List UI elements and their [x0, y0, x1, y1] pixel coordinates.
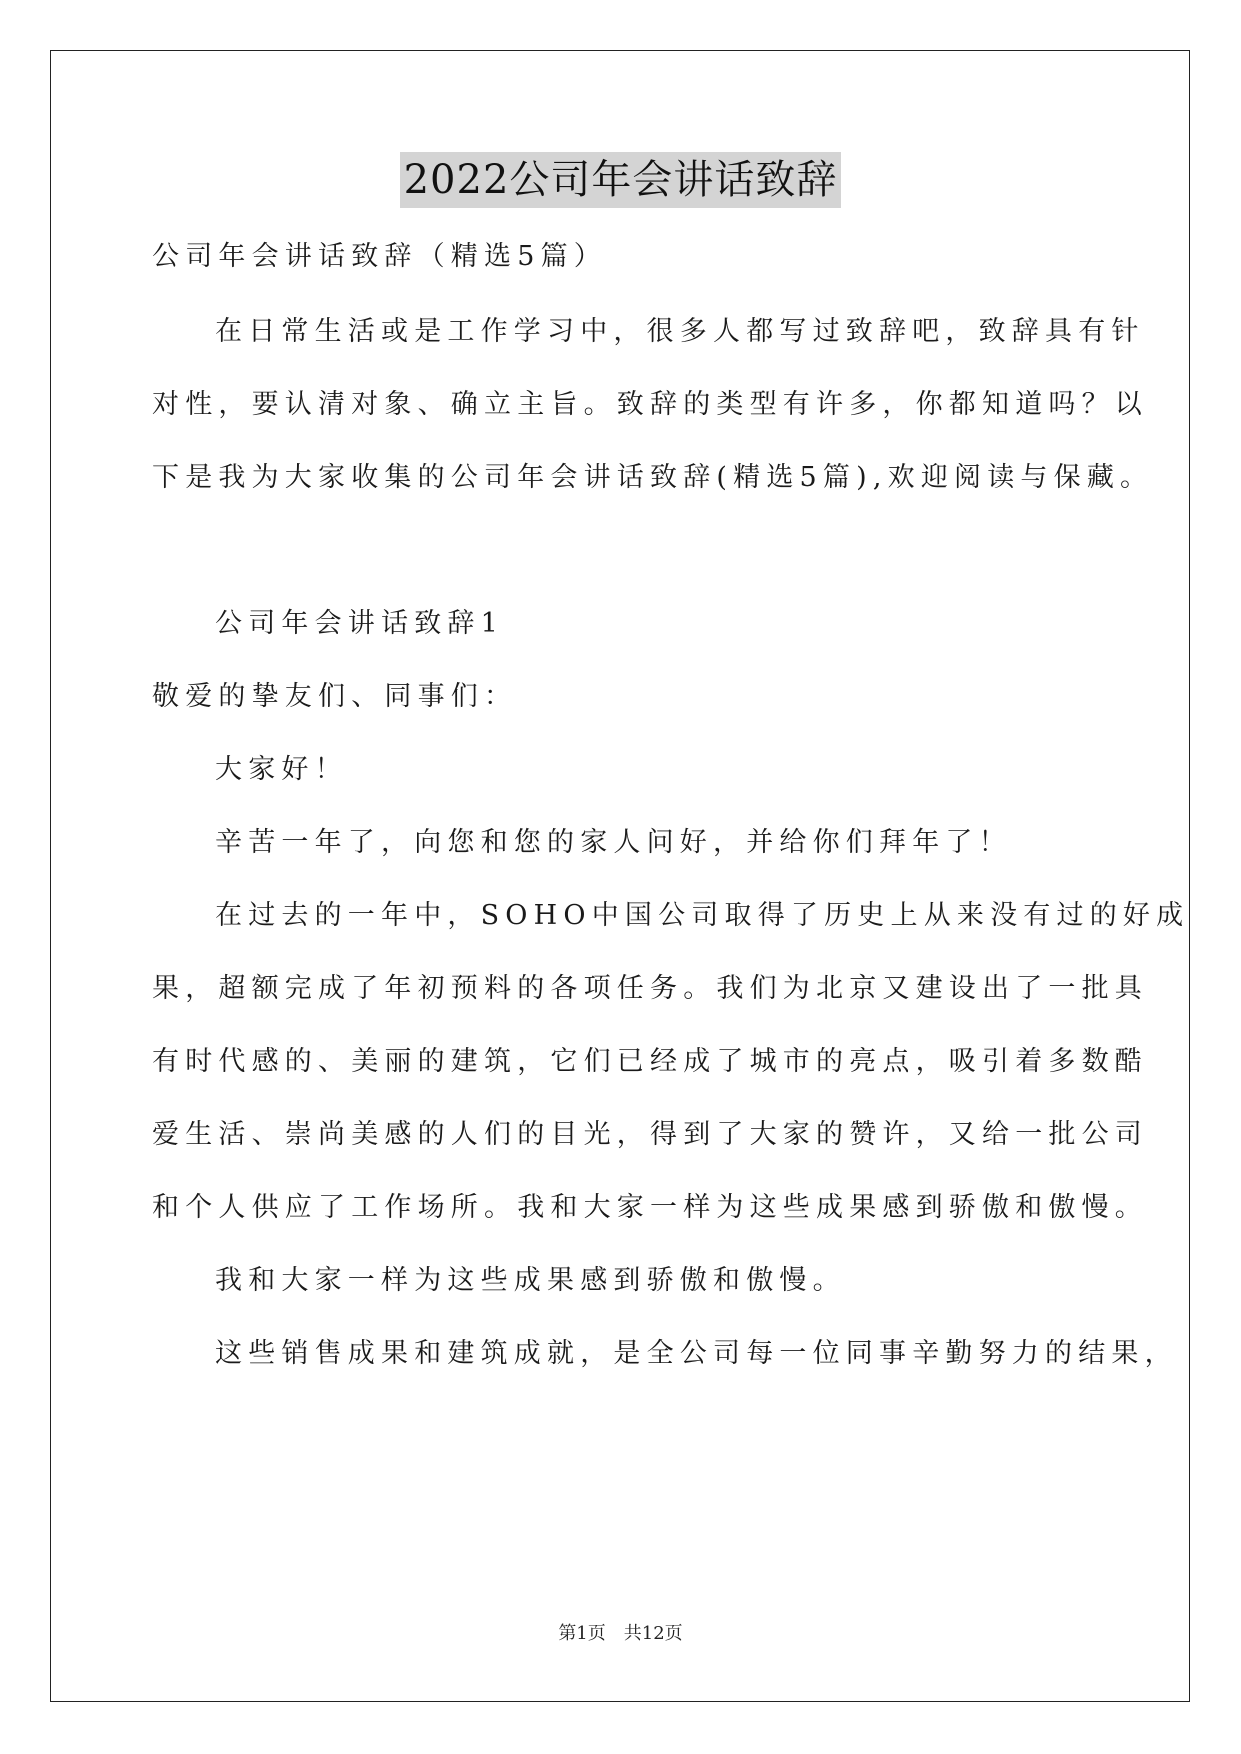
paragraph-line: 在过去的一年中，SOHO中国公司取得了历史上从来没有过的好成 — [215, 900, 1190, 931]
title-container — [0, 152, 1241, 208]
page-number: 第1页 共12页 — [558, 1623, 683, 1644]
greeting: 大家好！ — [215, 754, 348, 785]
paragraph-line: 我和大家一样为这些成果感到骄傲和傲慢。 — [215, 1265, 846, 1296]
document-subtitle: 公司年会讲话致辞（精选5篇） — [152, 241, 607, 272]
paragraph-line: 这些销售成果和建筑成就，是全公司每一位同事辛勤努力的结果， — [215, 1338, 1178, 1369]
salutation: 敬爱的挚友们、同事们： — [152, 681, 518, 712]
paragraph-line: 对性，要认清对象、确立主旨。致辞的类型有许多，你都知道吗？以 — [152, 389, 1148, 420]
paragraph-line: 和个人供应了工作场所。我和大家一样为这些成果感到骄傲和傲慢。 — [152, 1192, 1148, 1223]
paragraph-line: 下是我为大家收集的公司年会讲话致辞(精选5篇),欢迎阅读与保藏。 — [152, 462, 1154, 493]
document-title: 2022公司年会讲话致辞 — [400, 152, 842, 208]
paragraph-line: 爱生活、崇尚美感的人们的目光，得到了大家的赞许，又给一批公司 — [152, 1119, 1148, 1150]
paragraph-line: 辛苦一年了，向您和您的家人问好，并给你们拜年了！ — [215, 827, 1012, 858]
page-border — [50, 50, 1190, 1702]
paragraph-line: 果，超额完成了年初预料的各项任务。我们为北京又建设出了一批具 — [152, 973, 1148, 1004]
paragraph-line: 在日常生活或是工作学习中，很多人都写过致辞吧，致辞具有针 — [215, 316, 1145, 347]
paragraph-line: 有时代感的、美丽的建筑，它们已经成了城市的亮点，吸引着多数酷 — [152, 1046, 1148, 1077]
section-heading: 公司年会讲话致辞1 — [215, 608, 504, 639]
